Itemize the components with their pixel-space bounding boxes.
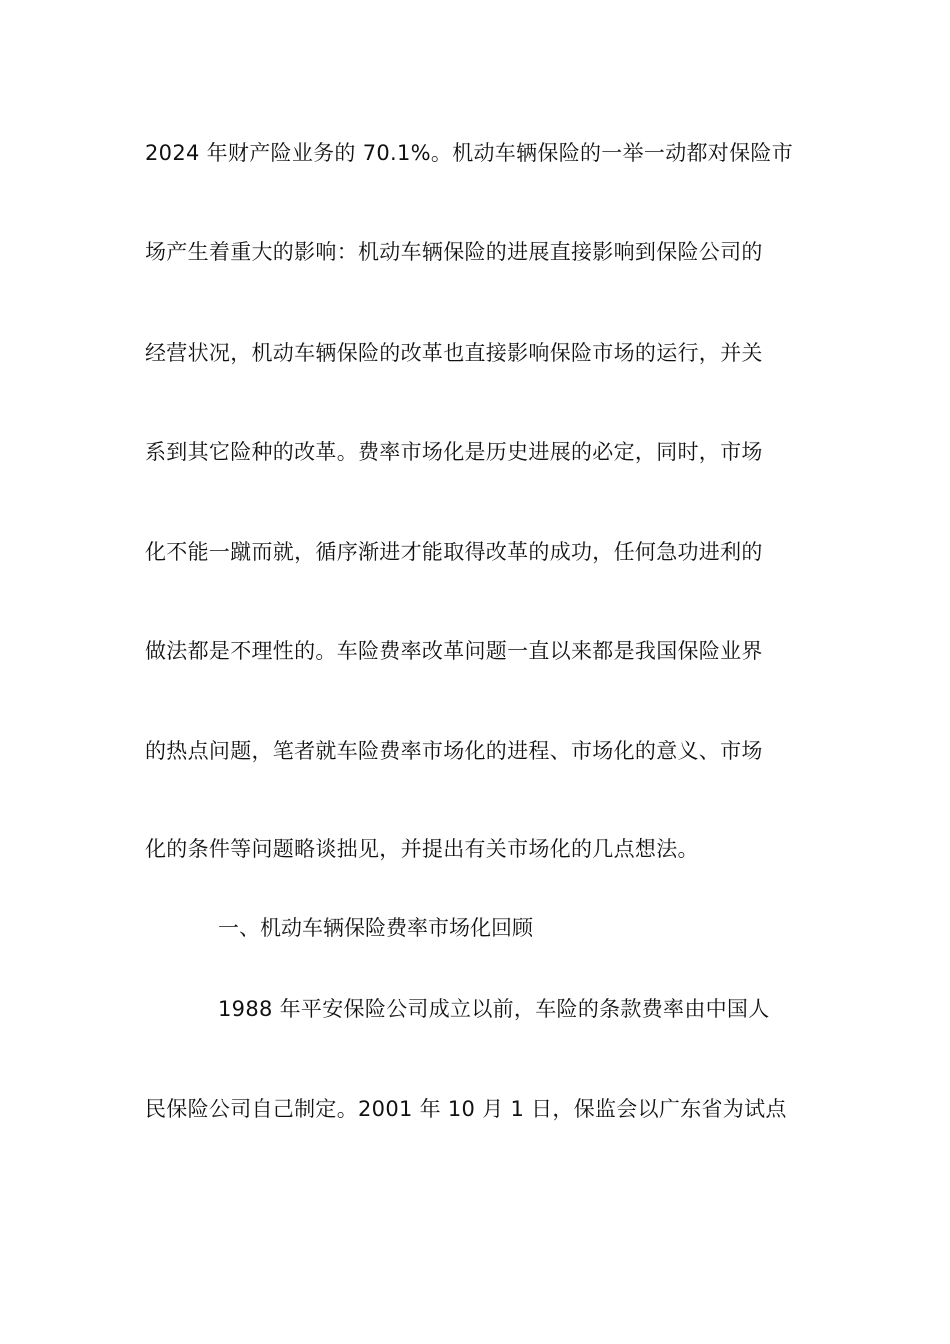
paragraph-line: 1988 年平安保险公司成立以前，车险的条款费率由中国人 bbox=[218, 997, 770, 1021]
paragraph-line: 经营状况，机动车辆保险的改革也直接影响保险市场的运行，并关 bbox=[145, 341, 763, 365]
paragraph-line: 的热点问题，笔者就车险费率市场化的进程、市场化的意义、市场 bbox=[145, 739, 763, 763]
paragraph-line: 系到其它险种的改革。费率市场化是历史进展的必定，同时，市场 bbox=[145, 440, 763, 464]
paragraph-line: 化的条件等问题略谈拙见，并提出有关市场化的几点想法。 bbox=[145, 837, 699, 861]
paragraph-line: 民保险公司自己制定。2001 年 10 月 1 日，保监会以广东省为试点 bbox=[145, 1097, 787, 1121]
paragraph-line: 2024 年财产险业务的 70.1%。机动车辆保险的一举一动都对保险市 bbox=[145, 141, 794, 165]
paragraph-line: 做法都是不理性的。车险费率改革问题一直以来都是我国保险业界 bbox=[145, 639, 763, 663]
paragraph-line: 场产生着重大的影响：机动车辆保险的进展直接影响到保险公司的 bbox=[145, 240, 763, 264]
paragraph-line: 化不能一蹴而就，循序渐进才能取得改革的成功，任何急功进利的 bbox=[145, 540, 763, 564]
section-heading: 一、机动车辆保险费率市场化回顾 bbox=[218, 916, 533, 940]
